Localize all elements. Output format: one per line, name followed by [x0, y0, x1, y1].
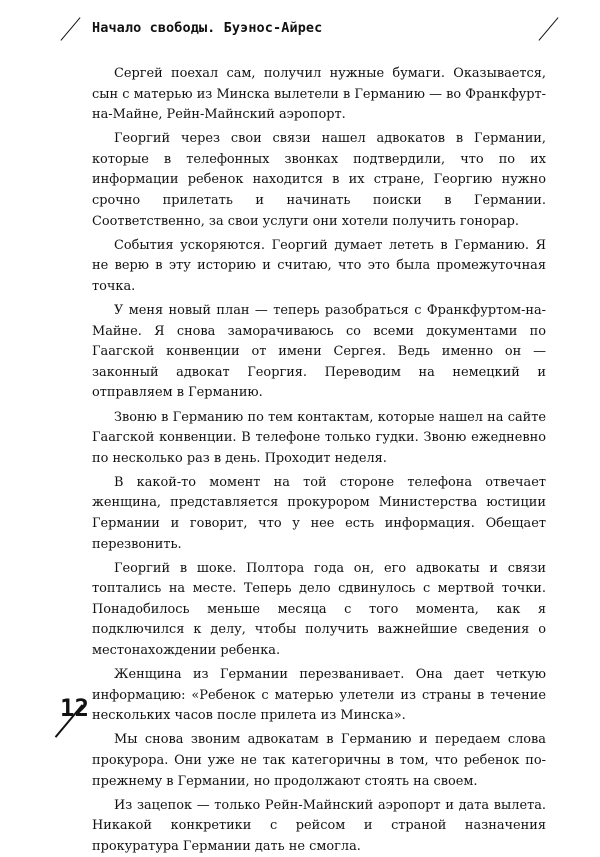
paragraph: Георгий в шоке. Полтора года он, его адвокаты и связи топтались на месте. Теперь дело сдвинулось с мертвой точки. Понадобилось меньше месяца с того момента, как я подключился к делу, чтобы получить важнейшие сведения о местонахождении ребенка. — [92, 560, 546, 659]
paragraph: События ускоряются. Георгий думает лететь в Германию. Я не верю в эту историю и считаю, что это была промежуточная точка. — [92, 237, 546, 294]
header-right-slash — [538, 17, 558, 41]
paragraph: Женщина из Германии перезванивает. Она дает четкую информацию: «Ребенок с матерью улетели из страны в течение нескольких часов после прилета из Минска». — [92, 667, 546, 724]
body-text — [92, 64, 546, 857]
paragraph: Из зацепок — только Рейн-Майнский аэропорт и дата вылета. Никакой конкретики с рейсом и страной назначения прокуратура Германии дать не смогла. — [92, 797, 546, 854]
paragraph: У меня новый план — теперь разобраться с Франкфуртом-на-Майне. Я снова заморачиваюсь со всеми документами по Гаагской конвенции от имени Сергея. Ведь именно он — законный адвокат Георгия. Переводим на немецкий и отправляем в Германию. — [92, 303, 546, 401]
page-number: 12 — [60, 694, 89, 722]
paragraph: Звоню в Германию по тем контактам, которые нашел на сайте Гаагской конвенции. В телефоне только гудки. Звоню ежедневно по несколько раз в день. Проходит неделя. — [92, 409, 546, 466]
header-left-slash — [60, 17, 80, 41]
running-header-title: Начало свободы. Буэнос-Айрес — [92, 20, 323, 36]
paragraph: Сергей поехал сам, получил нужные бумаги. Оказывается, сын с матерью из Минска вылетели в Германию — во Франкфурт-на-Майне, Рейн-Майнский аэропорт. — [92, 66, 546, 123]
paragraph: Георгий через свои связи нашел адвокатов в Германии, которые в телефонных звонках подтвердили, что по их информации ребенок находится в их стране, Георгию нужно срочно прилетать и начинать поиски в Германии. Соответственно, за свои услуги они хотели получить гонорар. — [92, 131, 546, 229]
paragraph: В какой-то момент на той стороне телефона отвечает женщина, представляется прокурором Министерства юстиции Германии и говорит, что у нее есть информация. Обещает перезвонить. — [92, 474, 546, 552]
paragraph: Мы снова звоним адвокатам в Германию и передаем слова прокурора. Они уже не так категоричны в том, что ребенок по-прежнему в Германии, но продолжают стоять на своем. — [92, 732, 546, 789]
